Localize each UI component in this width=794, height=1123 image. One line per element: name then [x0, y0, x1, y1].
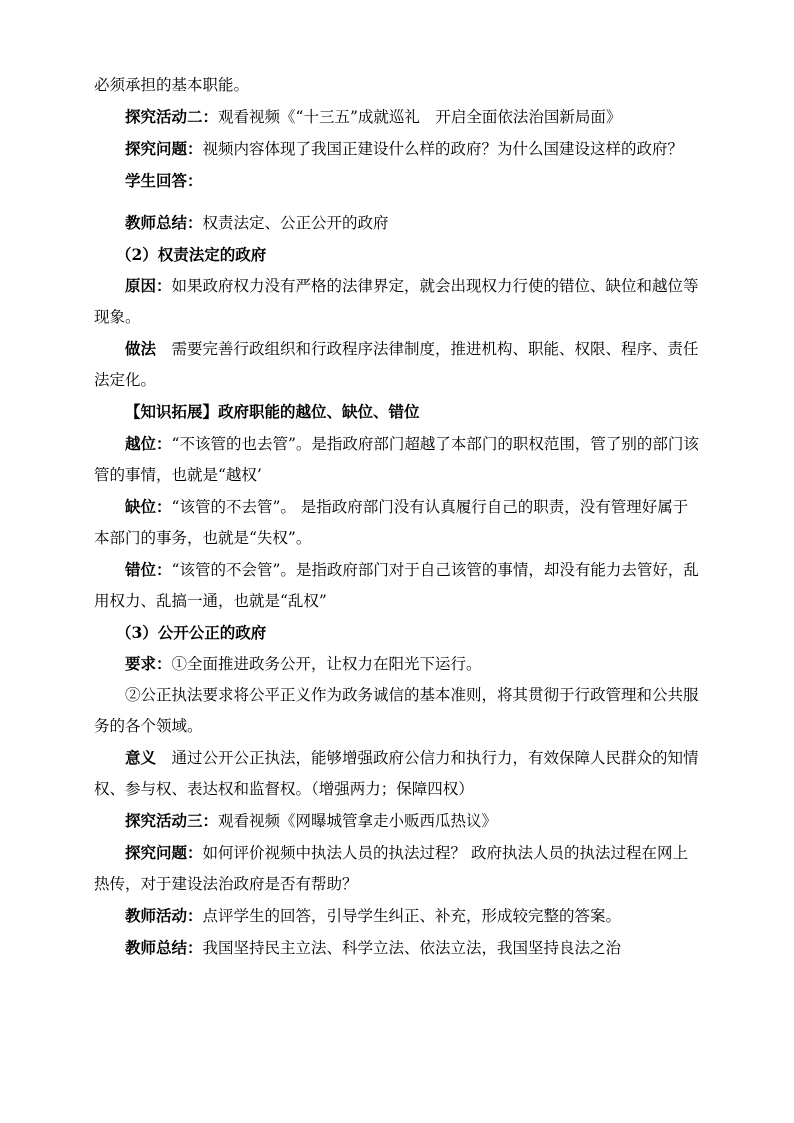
text-question-2: 如何评价视频中执法人员的执法过程？ 政府执法人员的执法过程在网上热传，对于建设法治政府是否有帮助？ — [94, 844, 688, 893]
label-reason: 原因： — [125, 276, 172, 295]
heading-section-3-text: （3）公开公正的政府 — [116, 623, 267, 642]
paragraph-question-1 — [94, 133, 700, 165]
text-misplaced: “该管的不会管”。是指政府部门对于自己该管的事情，却没有能力去管好，乱用权力、乱搞一通，也就是“乱权” — [94, 561, 699, 610]
text-reason: 如果政府权力没有严格的法律界定，就会出现权力行使的错位、缺位和越位等现象。 — [94, 277, 699, 326]
text-activity-2: 观看视频《“十三五”成就巡礼 开启全面依法治国新局面》 — [218, 108, 622, 126]
label-extension: 【知识拓展】政府职能的越位、缺位、错位 — [125, 402, 420, 421]
label-teacher-summary-2: 教师总结： — [125, 938, 203, 957]
text-teacher-summary-2: 我国坚持民主立法、科学立法、依法立法，我国坚持良法之治 — [202, 939, 622, 957]
text-absent: “该管的不去管”。 是指政府部门没有认真履行自己的职责，没有管理好属于本部门的事务，也就是“失权”。 — [94, 498, 689, 547]
paragraph-teacher-activity — [94, 900, 700, 932]
paragraph-reason — [94, 270, 700, 333]
paragraph-question-2 — [94, 837, 700, 900]
text-requirement-1: ①全面推进政务公开，让权力在阳光下运行。 — [171, 655, 482, 673]
paragraph-basic-function — [94, 70, 700, 101]
text-significance: 通过公开公正执法，能够增强政府公信力和执行力，有效保障人民群众的知情权、参与权、表达权和监督权。（增强两力；保障四权） — [94, 749, 699, 798]
label-question-2: 探究问题： — [125, 843, 203, 862]
label-method: 做法 — [125, 339, 157, 358]
paragraph-activity-3 — [94, 805, 700, 837]
label-misplaced: 错位： — [125, 560, 172, 579]
label-absent: 缺位： — [125, 497, 172, 516]
paragraph-extension — [94, 396, 700, 428]
text-teacher-summary-1: 权责法定、公正公开的政府 — [202, 214, 389, 232]
paragraph-student-answer — [94, 165, 700, 197]
text-method: 需要完善行政组织和行政程序法律制度，推进机构、职能、权限、程序、责任法定化。 — [94, 340, 699, 389]
paragraph-misplaced — [94, 554, 700, 617]
label-teacher-summary-1: 教师总结： — [125, 213, 203, 232]
paragraph-requirement-1 — [94, 648, 700, 680]
paragraph-absent — [94, 491, 700, 554]
label-question-1: 探究问题： — [125, 139, 203, 158]
paragraph-method — [94, 333, 700, 396]
label-activity-2: 探究活动二： — [125, 107, 219, 126]
paragraph-teacher-summary-1 — [94, 207, 700, 239]
heading-section-2-text: （2）权责法定的政府 — [116, 245, 267, 264]
heading-section-2 — [94, 239, 700, 270]
heading-section-3 — [94, 617, 700, 648]
label-student-answer: 学生回答： — [125, 171, 203, 190]
label-significance: 意义 — [125, 748, 157, 767]
paragraph-overstep — [94, 428, 700, 491]
text-question-1: 视频内容体现了我国正建设什么样的政府？为什么国建设这样的政府？ — [202, 140, 684, 158]
text-teacher-activity: 点评学生的回答，引导学生纠正、补充，形成较完整的答案。 — [202, 907, 622, 925]
text-overstep: “不该管的也去管”。是指政府部门超越了本部门的职权范围，管了别的部门该管的事情，也就是“越权’ — [94, 435, 699, 484]
paragraph-activity-2 — [94, 101, 700, 133]
text-requirement-2: ②公正执法要求将公平正义作为政务诚信的基本准则，将其贯彻于行政管理和公共服务的各个领域。 — [94, 686, 699, 735]
paragraph-significance — [94, 742, 700, 805]
label-requirement: 要求： — [125, 654, 172, 673]
document-body — [94, 70, 700, 964]
text-activity-3: 观看视频《网曝城管拿走小贩西瓜热议》 — [218, 812, 498, 830]
paragraph-teacher-summary-2 — [94, 932, 700, 964]
label-activity-3: 探究活动三： — [125, 811, 219, 830]
label-teacher-activity: 教师活动： — [125, 906, 203, 925]
label-overstep: 越位： — [125, 434, 172, 453]
paragraph-text: 必须承担的基本职能。 — [94, 76, 250, 94]
paragraph-requirement-2 — [94, 680, 700, 742]
